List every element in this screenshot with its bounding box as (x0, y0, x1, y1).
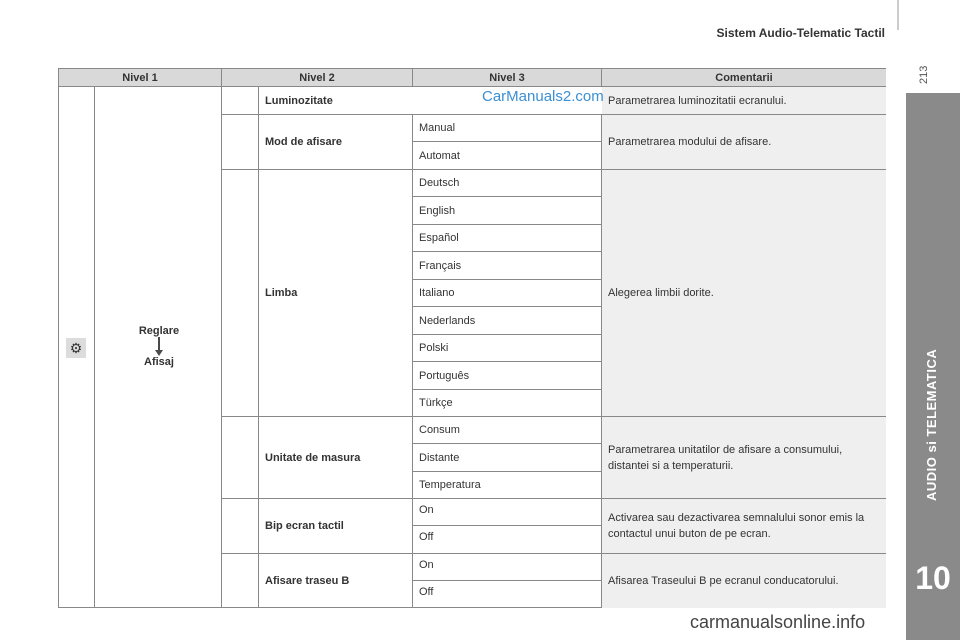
level2-spacer (222, 115, 259, 170)
option-cell: Français (413, 252, 602, 280)
comment-mod-afisare: Parametrarea modului de afisare. (602, 115, 886, 170)
option-cell: Italiano (413, 280, 602, 307)
menu-path-to: Afisaj (144, 356, 174, 368)
watermark-top: CarManuals2.com (482, 88, 604, 105)
setting-traseu: Afisare traseu B (259, 554, 413, 608)
setting-unitate: Unitate de masura (259, 417, 413, 499)
chapter-number: 10 (915, 560, 951, 596)
setting-bip: Bip ecran tactil (259, 499, 413, 554)
comment-luminozitate: Parametrarea luminozitatii ecranului. (602, 87, 886, 115)
gear-icon: ⚙ (66, 338, 86, 358)
option-cell: Português (413, 362, 602, 390)
option-cell: Manual (413, 115, 602, 142)
option-cell: Automat (413, 142, 602, 170)
level2-spacer (222, 170, 259, 417)
option-cell: Español (413, 225, 602, 252)
option-cell: Off (413, 526, 602, 554)
comment-traseu: Afisarea Traseului B pe ecranul conducatorului. (602, 554, 886, 608)
setting-luminozitate: Luminozitate (259, 87, 602, 115)
option-cell: Consum (413, 417, 602, 444)
column-header: Nivel 1 (59, 69, 222, 87)
settings-table (58, 68, 886, 608)
comment-bip: Activarea sau dezactivarea semnalului sonor emis la contactul unui buton de pe ecran. (602, 499, 886, 554)
page-number: 213 (918, 65, 930, 85)
setting-limba: Limba (259, 170, 413, 417)
column-header: Comentarii (602, 69, 886, 87)
option-cell: Temperatura (413, 472, 602, 499)
menu-path-from: Reglare (138, 325, 180, 337)
comment-unitate: Parametrarea unitatilor de afisare a consumului, distantei si a temperaturii. (602, 417, 886, 499)
option-cell: Türkçe (413, 390, 602, 417)
chapter-label: AUDIO si TELEMATICA (924, 348, 939, 502)
watermark-bottom: carmanualsonline.info (690, 612, 866, 632)
option-cell: Polski (413, 335, 602, 362)
level2-spacer (222, 554, 259, 608)
column-header: Nivel 2 (222, 69, 413, 87)
option-cell: Nederlands (413, 307, 602, 335)
level2-spacer (222, 499, 259, 554)
setting-mod-afisare: Mod de afisare (259, 115, 413, 170)
level2-spacer (222, 417, 259, 499)
comment-limba: Alegerea limbii dorite. (602, 170, 886, 417)
option-cell: On (413, 554, 602, 581)
option-cell: On (413, 499, 602, 526)
top-divider (897, 0, 899, 30)
option-cell: Deutsch (413, 170, 602, 197)
column-header: Nivel 3 (413, 69, 602, 87)
level2-spacer (222, 87, 259, 115)
page-title: Sistem Audio-Telematic Tactil (716, 26, 885, 40)
option-cell: English (413, 197, 602, 225)
option-cell: Off (413, 581, 602, 608)
option-cell: Distante (413, 444, 602, 472)
